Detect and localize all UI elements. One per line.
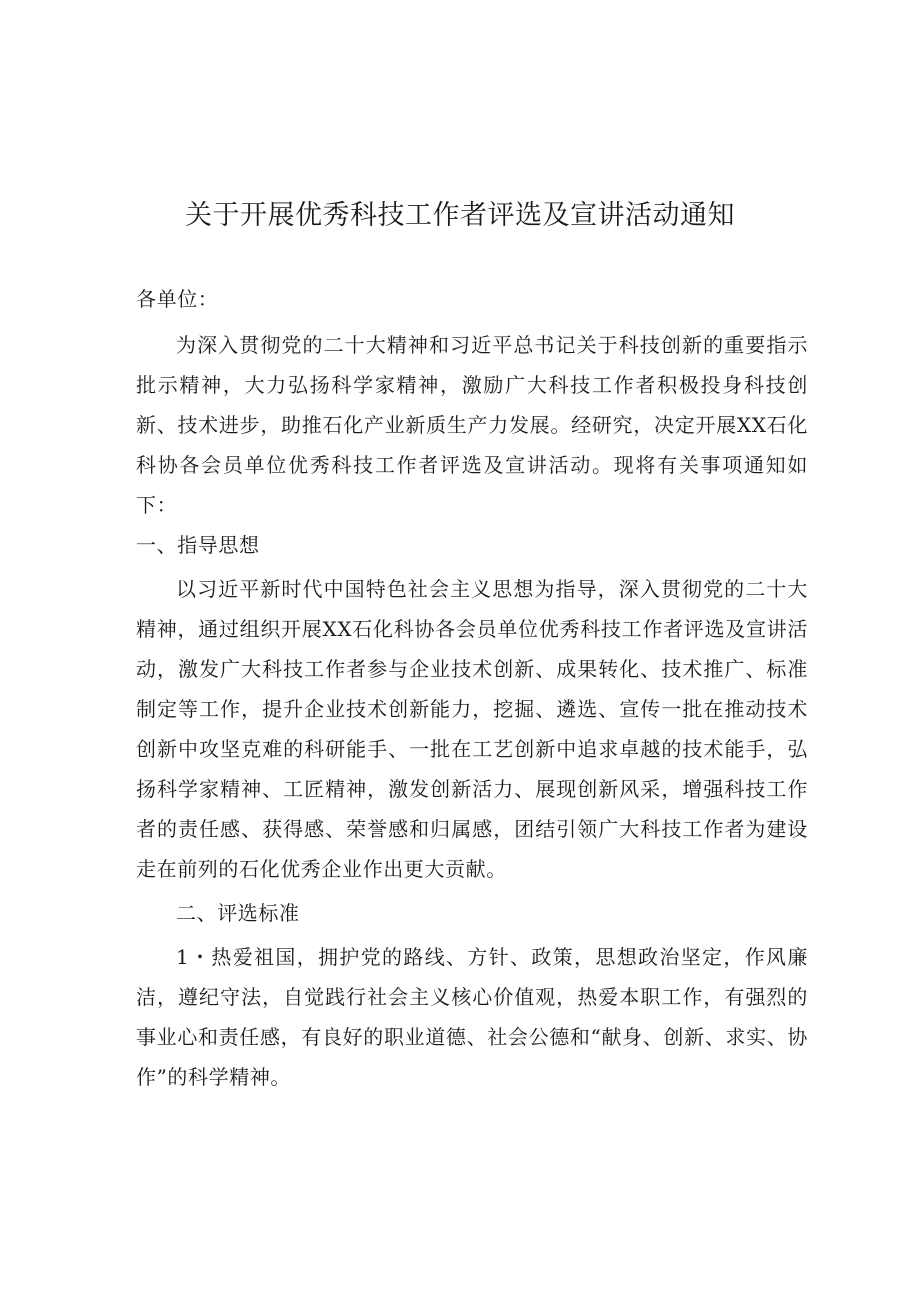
section-2-heading: 二、评选标准: [176, 901, 300, 925]
intro-paragraph: 为深入贯彻党的二十大精神和习近平总书记关于科技创新的重要指示批示精神，大力弘扬科学家精神，激励广大科技工作者积极投身科技创新、技术进步，助推石化产业新质生产力发展。经研究，决定开展XX石化科协各会员单位优秀科技工作者评选及宣讲活动。现将有关事项通知如下：: [136, 333, 808, 517]
section-1-heading: 一、指导思想: [136, 533, 260, 557]
document-title: 关于开展优秀科技工作者评选及宣讲活动通知: [185, 200, 735, 231]
section-2-item-1: 1・热爱祖国，拥护党的路线、方针、政策，思想政治坚定，作风廉洁，遵纪守法，自觉践行社会主义核心价值观，热爱本职工作，有强烈的事业心和责任感，有良好的职业道德、社会公德和“献身、创新、求实、协作”的科学精神。: [136, 945, 808, 1089]
salutation: 各单位：: [136, 287, 219, 311]
document-body: [136, 279, 808, 1097]
section-1-paragraph: 以习近平新时代中国特色社会主义思想为指导，深入贯彻党的二十大精神，通过组织开展XX石化科协各会员单位优秀科技工作者评选及宣讲活动，激发广大科技工作者参与企业技术创新、成果转化、技术推广、标准制定等工作，提升企业技术创新能力，挖掘、遴选、宣传一批在推动技术创新中攻坚克难的科研能手、一批在工艺创新中追求卓越的技术能手，弘扬科学家精神、工匠精神，激发创新活力、展现创新风采，增强科技工作者的责任感、获得感、荣誉感和归属感，团结引领广大科技工作者为建设走在前列的石化优秀企业作出更大贡献。: [136, 577, 808, 881]
